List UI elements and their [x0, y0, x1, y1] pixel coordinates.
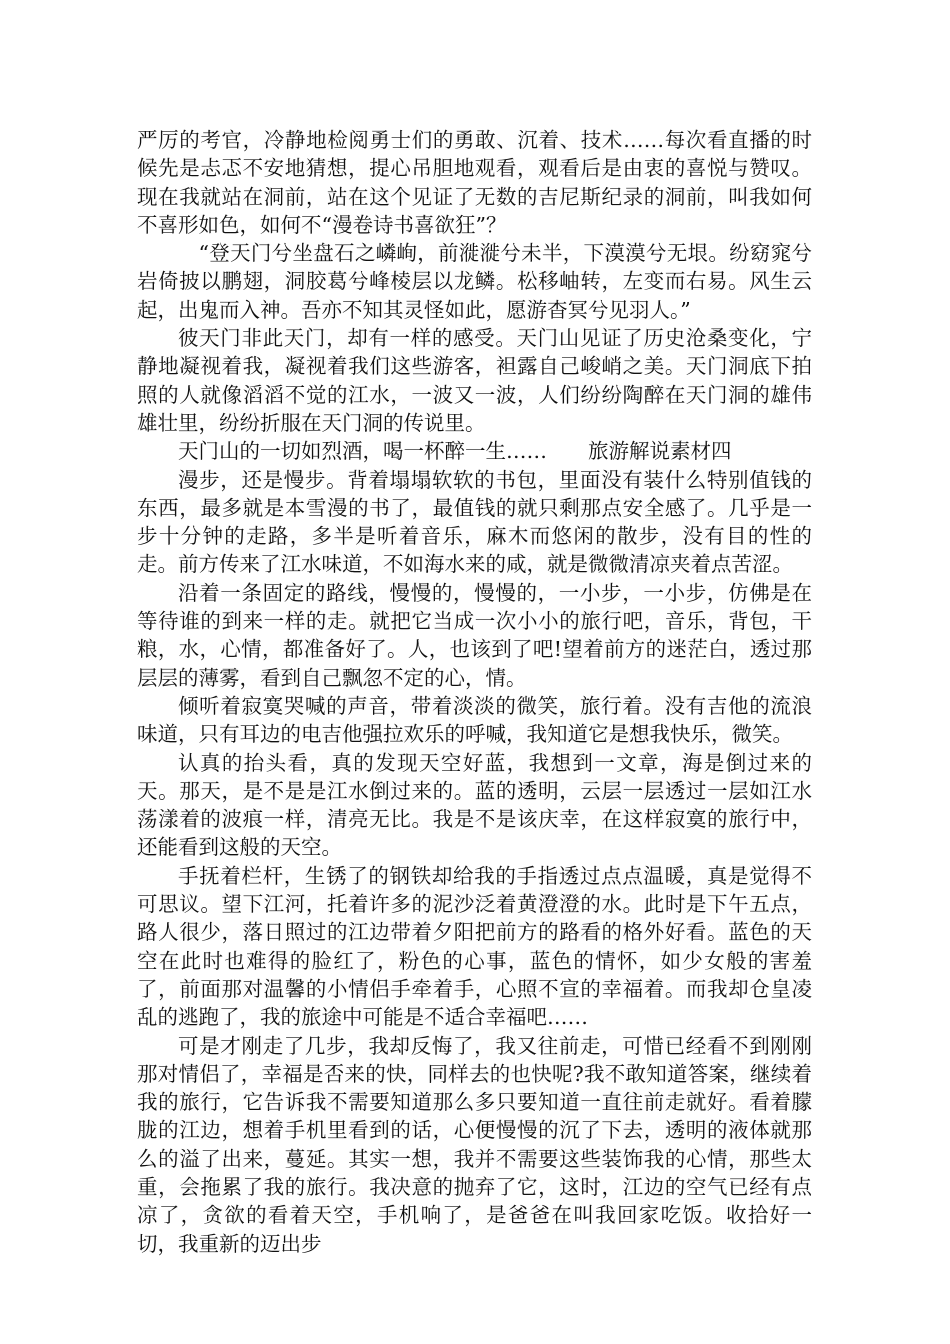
paragraph-4: 天门山的一切如烈酒，喝一杯醉一生…… 旅游解说素材四: [178, 439, 732, 464]
paragraph-2: “登天门兮坐盘石之嶙峋，前漇漇兮未半，下漠漠兮无垠。纷窈窕兮岩倚披以鹏翅，洞胶葛兮峰棱层以龙鳞。松移岫转，左变而右易。风生云起，出鬼而入神。吾亦不知其灵怪如此，愿游杳冥兮见羽人。”: [137, 241, 812, 322]
paragraph-7: 倾听着寂寞哭喊的声音，带着淡淡的微笑，旅行着。没有吉他的流浪味道，只有耳边的电吉他强拉欢乐的呼喊，我知道它是想我快乐，微笑。: [137, 693, 812, 747]
paragraph-9: 手抚着栏杆，生锈了的钢铁却给我的手指透过点点温暖，真是觉得不可思议。望下江河，托着许多的泥沙泛着黄澄澄的水。此时是下午五点，路人很少，落日照过的江边带着夕阳把前方的路看的格外好看。蓝色的天空在此时也难得的脸红了，粉色的心事，蓝色的情怀，如少女般的害羞了，前面那对温馨的小情侣手牵着手，心照不宣的幸福着。而我却仓皇凌乱的逃跑了，我的旅途中可能是不适合幸福吧……: [137, 863, 812, 1030]
paragraph-5: 漫步，还是慢步。背着塌塌软软的书包，里面没有装什么特别值钱的东西，最多就是本雪漫的书了，最值钱的就只剩那点安全感了。几乎是一步十分钟的走路，多半是听着音乐，麻木而悠闲的散步，没有目的性的走。前方传来了江水味道，不如海水来的咸，就是微微清凉夹着点苦涩。: [137, 467, 812, 577]
document-body: [137, 126, 812, 1258]
paragraph-6: 沿着一条固定的路线，慢慢的，慢慢的，一小步，一小步，仿佛是在等待谁的到来一样的走。就把它当成一次小小的旅行吧，音乐，背包，干粮，水，心情，都准备好了。人，也该到了吧!望着前方的迷茫白，透过那层层的薄雾，看到自己飘忽不定的心，情。: [137, 580, 812, 690]
paragraph-1: 严厉的考官，冷静地检阅勇士们的勇敢、沉着、技术……每次看直播的时候先是忐忑不安地猜想，提心吊胆地观看，观看后是由衷的喜悦与赞叹。现在我就站在洞前，站在这个见证了无数的吉尼斯纪录的洞前，叫我如何不喜形如色，如何不“漫卷诗书喜欲狂”？: [137, 128, 812, 237]
paragraph-10: 可是才刚走了几步，我却反悔了，我又往前走，可惜已经看不到刚刚那对情侣了，幸福是否来的快，同样去的也快呢?我不敢知道答案，继续着我的旅行，它告诉我不需要知道那么多只要知道一直往前走就好。看着朦胧的江边，想着手机里看到的话，心便慢慢的沉了下去，透明的液体就那么的溢了出来，蔓延。其实一想，我并不需要这些装饰我的心情，那些太重，会拖累了我的旅行。我决意的抛弃了它，这时，江边的空气已经有点凉了，贪欲的看着天空，手机响了，是爸爸在叫我回家吃饭。收拾好一切，我重新的迈出步: [137, 1033, 812, 1256]
paragraph-8: 认真的抬头看，真的发现天空好蓝，我想到一文章，海是倒过来的天。那天，是不是是江水倒过来的。蓝的透明，云层一层透过一层如江水荡漾着的波痕一样，清亮无比。我是不是该庆幸，在这样寂寞的旅行中，还能看到这般的天空。: [137, 750, 812, 860]
paragraph-3: 彼天门非此天门，却有一样的感受。天门山见证了历史沧桑变化，宁静地凝视着我，凝视着我们这些游客，袒露自己峻峭之美。天门洞底下拍照的人就像滔滔不觉的江水，一波又一波，人们纷纷陶醉在天门洞的雄伟雄壮里，纷纷折服在天门洞的传说里。: [137, 326, 812, 435]
